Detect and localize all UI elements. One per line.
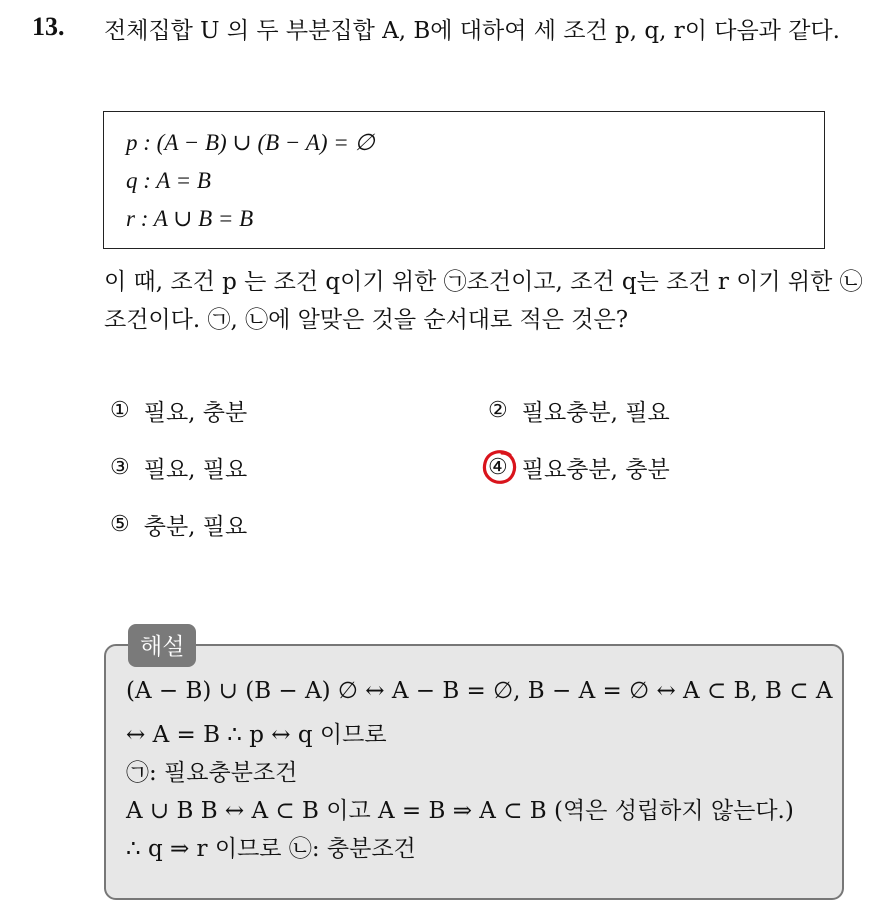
choice-3[interactable] bbox=[110, 451, 247, 484]
choice-2[interactable] bbox=[488, 394, 670, 427]
choice-number-marked: ④ bbox=[488, 455, 508, 480]
choice-1[interactable] bbox=[110, 394, 247, 427]
choice-5[interactable] bbox=[110, 508, 247, 541]
condition-q: q : A = B bbox=[126, 168, 211, 193]
choice-label: 필요, 필요 bbox=[143, 457, 248, 483]
condition-p: p : (A − B) ∪ (B − A) = ∅ bbox=[126, 130, 375, 155]
choice-label: 필요충분, 필요 bbox=[521, 400, 670, 426]
condition-r: r : A ∪ B = B bbox=[126, 206, 254, 231]
question-text: 전체집합 U 의 두 부분집합 A, B에 대하여 세 조건 p, q, r이 다음과 같다. bbox=[104, 18, 840, 44]
solution-line-3: ㉠: 필요충분조건 bbox=[126, 760, 298, 786]
choice-number: ① bbox=[110, 398, 130, 423]
choice-label: 필요, 충분 bbox=[143, 400, 248, 426]
choice-number: ③ bbox=[110, 455, 130, 480]
solution-box bbox=[104, 644, 844, 900]
choice-number: ② bbox=[488, 398, 508, 423]
solution-line-1: (A − B) ∪ (B − A) ∅ ↔ A − B = ∅, B − A = ∅ ↔ A ⊂ B, B ⊂ A bbox=[126, 678, 833, 704]
solution-line-2: ↔ A = B ∴ p ↔ q 이므로 bbox=[126, 722, 387, 748]
choice-4[interactable] bbox=[488, 451, 670, 484]
choice-label: 충분, 필요 bbox=[143, 514, 248, 540]
solution-label: 해설 bbox=[128, 624, 196, 667]
question-number: 13. bbox=[32, 12, 65, 41]
choice-number: ⑤ bbox=[110, 512, 130, 537]
question-follow-text: 이 때, 조건 p 는 조건 q이기 위한 ㉠조건이고, 조건 q는 조건 r 이기 위한 ㉡조건이다. ㉠, ㉡에 알맞은 것을 순서대로 적은 것은? bbox=[104, 269, 863, 333]
conditions-box bbox=[103, 111, 825, 249]
choice-label: 필요충분, 충분 bbox=[521, 457, 670, 483]
solution-line-4: A ∪ B B ↔ A ⊂ B 이고 A = B ⇒ A ⊂ B (역은 성립하지 않는다.) bbox=[126, 798, 794, 824]
solution-line-5: ∴ q ⇒ r 이므로 ㉡: 충분조건 bbox=[126, 836, 416, 862]
